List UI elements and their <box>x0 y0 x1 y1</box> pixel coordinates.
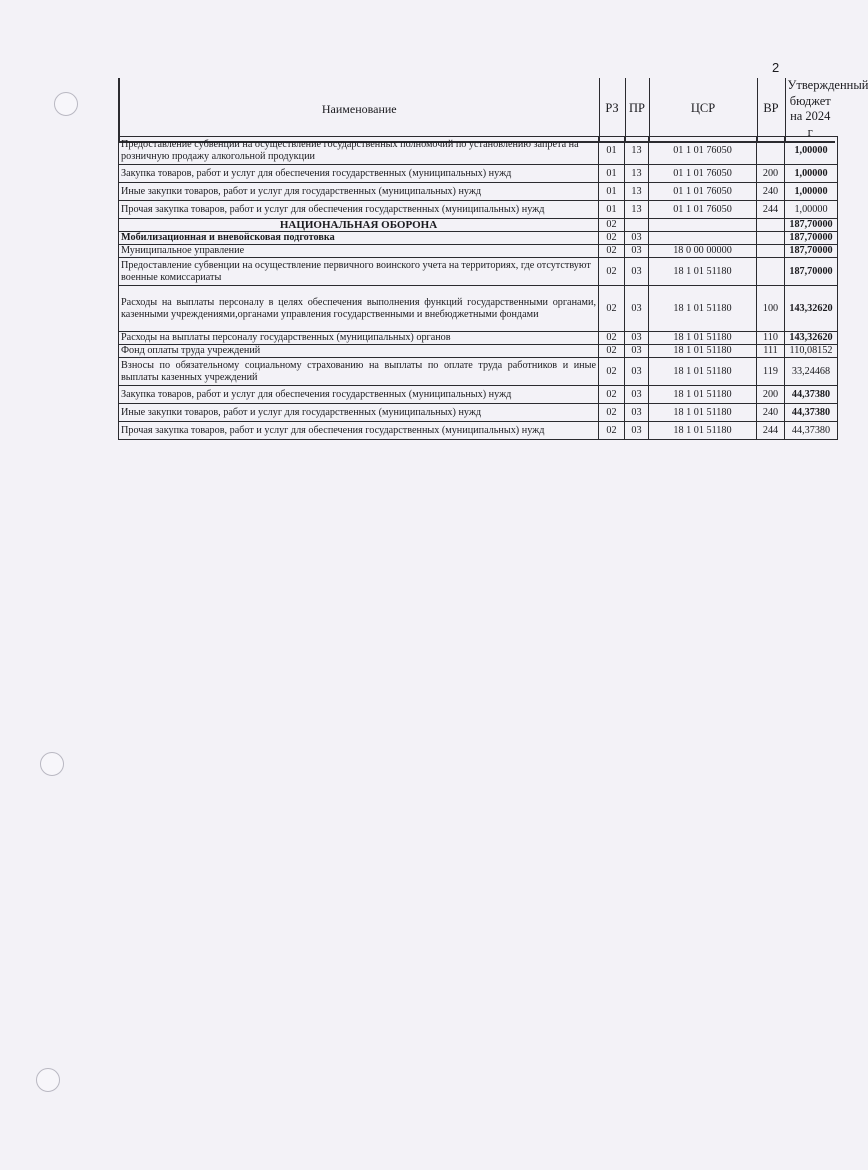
table-row <box>119 219 838 232</box>
row-name: Закупка товаров, работ и услуг для обеспечения государственных (муниципальных) нужд <box>119 386 599 404</box>
row-vr: 200 <box>757 165 785 183</box>
table-header <box>118 78 868 143</box>
row-vr: 110 <box>757 332 785 345</box>
page-number: 2 <box>772 60 780 75</box>
table-row <box>119 137 838 165</box>
row-rz: 02 <box>599 286 625 332</box>
row-csr: 18 1 01 51180 <box>649 386 757 404</box>
row-pr: 03 <box>625 232 649 245</box>
row-csr: 18 1 01 51180 <box>649 332 757 345</box>
row-vr: 119 <box>757 358 785 386</box>
row-csr <box>649 232 757 245</box>
row-name: Предоставление субвенции на осуществление первичного воинского учета на территориях, где отсутствуют военные комиссариаты <box>119 258 599 286</box>
row-rz: 02 <box>599 345 625 358</box>
row-vr <box>757 232 785 245</box>
row-pr: 13 <box>625 137 649 165</box>
punch-hole <box>36 1068 60 1092</box>
row-amount: 44,37380 <box>785 404 838 422</box>
header-budget: Утвержденный бюджет на 2024 г <box>785 78 835 142</box>
row-amount: 143,32620 <box>785 286 838 332</box>
row-amount: 1,00000 <box>785 137 838 165</box>
row-csr: 18 1 01 51180 <box>649 258 757 286</box>
row-vr: 240 <box>757 183 785 201</box>
row-vr: 244 <box>757 422 785 440</box>
row-name: Закупка товаров, работ и услуг для обеспечения государственных (муниципальных) нужд <box>119 165 599 183</box>
row-vr <box>757 219 785 232</box>
table-row <box>119 345 838 358</box>
row-rz: 01 <box>599 165 625 183</box>
row-csr: 18 1 01 51180 <box>649 286 757 332</box>
row-csr: 18 1 01 51180 <box>649 358 757 386</box>
row-rz: 01 <box>599 183 625 201</box>
row-csr: 18 1 01 51180 <box>649 404 757 422</box>
row-name: Предоставление субвенции на осуществление государственных полномочий по установлению запрета на розничную продажу алкогольной продукции <box>119 137 599 165</box>
row-rz: 02 <box>599 332 625 345</box>
row-pr: 03 <box>625 345 649 358</box>
row-csr: 18 1 01 51180 <box>649 345 757 358</box>
subsection-title: Мобилизационная и вневойсковая подготовка <box>119 232 599 245</box>
table-row <box>119 286 838 332</box>
row-vr: 111 <box>757 345 785 358</box>
row-csr: 18 1 01 51180 <box>649 422 757 440</box>
row-pr <box>625 219 649 232</box>
row-name: Иные закупки товаров, работ и услуг для государственных (муниципальных) нужд <box>119 183 599 201</box>
row-name: Иные закупки товаров, работ и услуг для государственных (муниципальных) нужд <box>119 404 599 422</box>
row-pr: 03 <box>625 332 649 345</box>
row-pr: 03 <box>625 286 649 332</box>
row-rz: 02 <box>599 258 625 286</box>
row-rz: 02 <box>599 422 625 440</box>
table-row <box>119 245 838 258</box>
row-amount: 33,24468 <box>785 358 838 386</box>
row-csr <box>649 219 757 232</box>
row-amount: 187,70000 <box>785 258 838 286</box>
row-vr <box>757 258 785 286</box>
row-amount: 1,00000 <box>785 201 838 219</box>
punch-hole <box>40 752 64 776</box>
table-row <box>119 332 838 345</box>
table-row <box>119 386 838 404</box>
punch-hole <box>54 92 78 116</box>
row-amount: 44,37380 <box>785 422 838 440</box>
row-pr: 13 <box>625 183 649 201</box>
row-name: Муниципальное управление <box>119 245 599 258</box>
header-csr: ЦСР <box>649 78 757 142</box>
row-pr: 13 <box>625 201 649 219</box>
row-rz: 01 <box>599 137 625 165</box>
row-csr: 18 0 00 00000 <box>649 245 757 258</box>
row-csr: 01 1 01 76050 <box>649 201 757 219</box>
row-amount: 110,08152 <box>785 345 838 358</box>
table-row <box>119 258 838 286</box>
budget-table <box>118 136 838 440</box>
table-row <box>119 422 838 440</box>
row-pr: 13 <box>625 165 649 183</box>
row-pr: 03 <box>625 404 649 422</box>
row-csr: 01 1 01 76050 <box>649 183 757 201</box>
table-row <box>119 232 838 245</box>
row-name: Прочая закупка товаров, работ и услуг для обеспечения государственных (муниципальных) нужд <box>119 422 599 440</box>
row-pr: 03 <box>625 358 649 386</box>
row-rz: 01 <box>599 201 625 219</box>
header-vr: ВР <box>757 78 785 142</box>
row-rz: 02 <box>599 219 625 232</box>
header-rz: РЗ <box>599 78 625 142</box>
table-row <box>119 183 838 201</box>
table-row <box>119 165 838 183</box>
header-name: Наименование <box>119 78 599 142</box>
row-name: Взносы по обязательному социальному страхованию на выплаты по оплате труда работников и иные выплаты казенных учреждений <box>119 358 599 386</box>
row-vr <box>757 245 785 258</box>
row-pr: 03 <box>625 258 649 286</box>
header-pr: ПР <box>625 78 649 142</box>
row-amount: 143,32620 <box>785 332 838 345</box>
table-row <box>119 358 838 386</box>
row-csr: 01 1 01 76050 <box>649 165 757 183</box>
row-amount: 44,37380 <box>785 386 838 404</box>
row-vr: 100 <box>757 286 785 332</box>
row-name: Фонд оплаты труда учреждений <box>119 345 599 358</box>
row-vr <box>757 137 785 165</box>
row-amount: 1,00000 <box>785 183 838 201</box>
row-rz: 02 <box>599 404 625 422</box>
row-name: Расходы на выплаты персоналу в целях обеспечения выполнения функций государственными органами, казенными учреждениями,органами управления государственными и внебюджетными фондами <box>119 286 599 332</box>
row-amount: 187,70000 <box>785 232 838 245</box>
row-rz: 02 <box>599 232 625 245</box>
row-vr: 244 <box>757 201 785 219</box>
row-pr: 03 <box>625 422 649 440</box>
row-amount: 1,00000 <box>785 165 838 183</box>
row-pr: 03 <box>625 386 649 404</box>
row-csr: 01 1 01 76050 <box>649 137 757 165</box>
row-rz: 02 <box>599 245 625 258</box>
row-rz: 02 <box>599 386 625 404</box>
row-rz: 02 <box>599 358 625 386</box>
row-name: Прочая закупка товаров, работ и услуг для обеспечения государственных (муниципальных) нужд <box>119 201 599 219</box>
table-row <box>119 201 838 219</box>
row-vr: 200 <box>757 386 785 404</box>
row-vr: 240 <box>757 404 785 422</box>
section-title: НАЦИОНАЛЬНАЯ ОБОРОНА <box>119 219 599 232</box>
row-pr: 03 <box>625 245 649 258</box>
table-row <box>119 404 838 422</box>
row-amount: 187,70000 <box>785 245 838 258</box>
row-amount: 187,70000 <box>785 219 838 232</box>
row-name: Расходы на выплаты персоналу государственных (муниципальных) органов <box>119 332 599 345</box>
